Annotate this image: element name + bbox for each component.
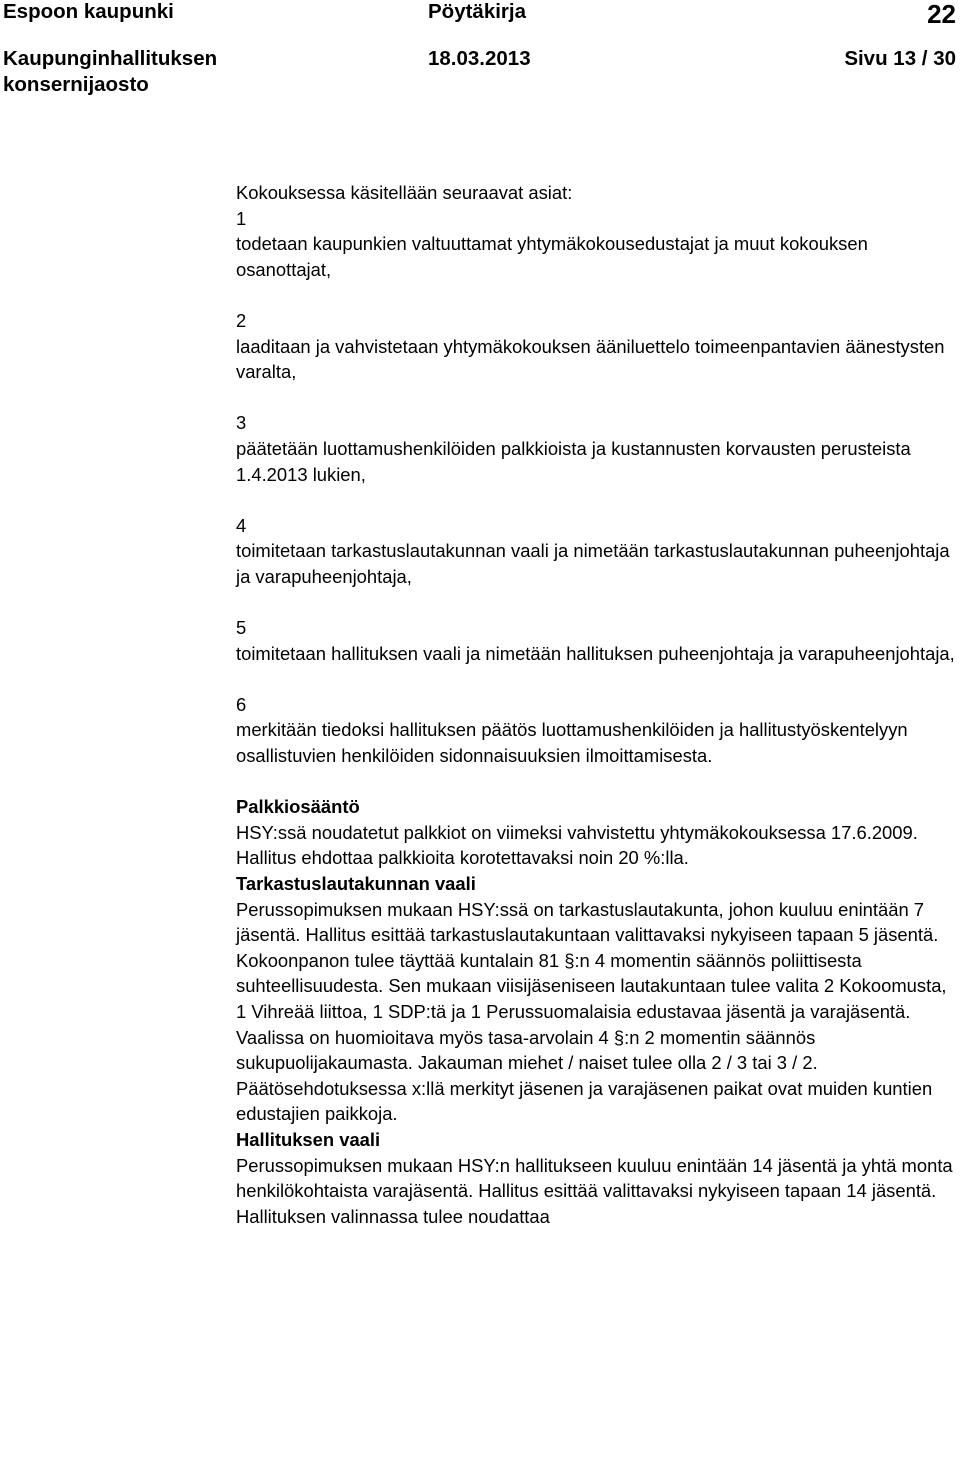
agenda-item-number: 4 [236, 514, 247, 536]
header-body-line1: Kaupunginhallituksen [3, 47, 218, 70]
agenda-item [236, 206, 956, 283]
section-text-tarkastuslautakunta: Perussopimuksen mukaan HSY:ssä on tarkastuslautakunta, johon kuuluu enintään 7 jäsentä. Hallitus esittää tarkastuslautakuntaan valittavaksi nykyiseen tapaan 5 jäsentä. Kokoonpanon tulee täyttää kuntalain 81 §:n 4 momentin säännös poliittisesta suhteellisuudesta. Sen mukaan viisijäseniseen lautakuntaan tulee valita 2 Kokoomusta, 1 Vihreää liittoa, 1 SDP:tä ja 1 Perussuomalaisia edustavaa jäsentä ja varajäsentä. Vaalissa on huomioitava myös tasa-arvolain 4 §:n 2 momentin säännös sukupuolijakaumasta. Jakauman miehet / naiset tulee olla 2 / 3 tai 3 / 2. [236, 898, 947, 1074]
header-page-info: Sivu 13 / 30 [844, 47, 956, 70]
agenda-item [236, 615, 956, 666]
agenda-item-text: laaditaan ja vahvistetaan yhtymäkokouksen ääniluettelo toimeenpantavien äänestysten varalta, [236, 335, 945, 383]
agenda-item-text: merkitään tiedoksi hallituksen päätös luottamushenkilöiden ja hallitustyöskentelyyn osallistuvien henkilöiden sidonnaisuuksien ilmoittamisesta. [236, 719, 908, 767]
section-heading-palkkiosaanto: Palkkiosääntö [236, 796, 360, 818]
agenda-item [236, 513, 956, 590]
header-date: 18.03.2013 [428, 47, 531, 70]
header-body-line2: konsernijaosto [3, 73, 149, 96]
agenda-item-text: toimitetaan hallituksen vaali ja nimetään hallituksen puheenjohtaja ja varapuheenjohtaja, [236, 642, 955, 664]
agenda-item-number: 1 [236, 207, 247, 229]
agenda-item [236, 308, 956, 385]
header-row-3 [3, 73, 956, 98]
agenda-item-number: 3 [236, 412, 247, 434]
agenda-item-text: todetaan kaupunkien valtuuttamat yhtymäkokousedustajat ja muut kokouksen osanottajat, [236, 233, 868, 280]
agenda-item-number: 6 [236, 693, 247, 715]
agenda-item-text: toimitetaan tarkastuslautakunnan vaali ja nimetään tarkastuslautakunnan puheenjohtaja ja varapuheenjohtaja, [236, 540, 950, 587]
page-header [0, 0, 960, 96]
header-doc-type: Pöytäkirja [428, 0, 526, 23]
intro-text: Kokouksessa käsitellään seuraavat asiat: [236, 182, 573, 203]
section-heading-tarkastuslautakunta: Tarkastuslautakunnan vaali [236, 873, 476, 895]
section-text-paatosehdotus: Päätösehdotuksessa x:llä merkityt jäsenen ja varajäsenen paikat ovat muiden kuntien edustajien paikkoja. [236, 1077, 933, 1125]
section-text-palkkiosaanto: HSY:ssä noudatetut palkkiot on viimeksi vahvistettu yhtymäkokouksessa 17.6.2009. Hallitus ehdottaa palkkioita korotettavaksi noin 20 %:lla. [236, 821, 918, 869]
header-row-1 [3, 0, 956, 29]
header-row-2 [3, 47, 956, 72]
document-body [236, 180, 956, 1229]
agenda-item-number: 2 [236, 309, 247, 331]
agenda-item-text: päätetään luottamushenkilöiden palkkioista ja kustannusten korvausten perusteista 1.4.2013 lukien, [236, 437, 911, 485]
agenda-item [236, 692, 956, 769]
agenda-item-number: 5 [236, 617, 247, 639]
section-text-hallitus: Perussopimuksen mukaan HSY:n hallitukseen kuuluu enintään 14 jäsentä ja yhtä monta henkilökohtaista varajäsentä. Hallitus esittää valittavaksi nykyiseen tapaan 14 jäsentä. Hallituksen valinnassa tulee noudattaa [236, 1154, 953, 1227]
section-heading-hallitus: Hallituksen vaali [236, 1128, 381, 1150]
header-page-number: 22 [927, 0, 956, 29]
header-org: Espoon kaupunki [3, 0, 174, 23]
agenda-item [236, 410, 956, 487]
